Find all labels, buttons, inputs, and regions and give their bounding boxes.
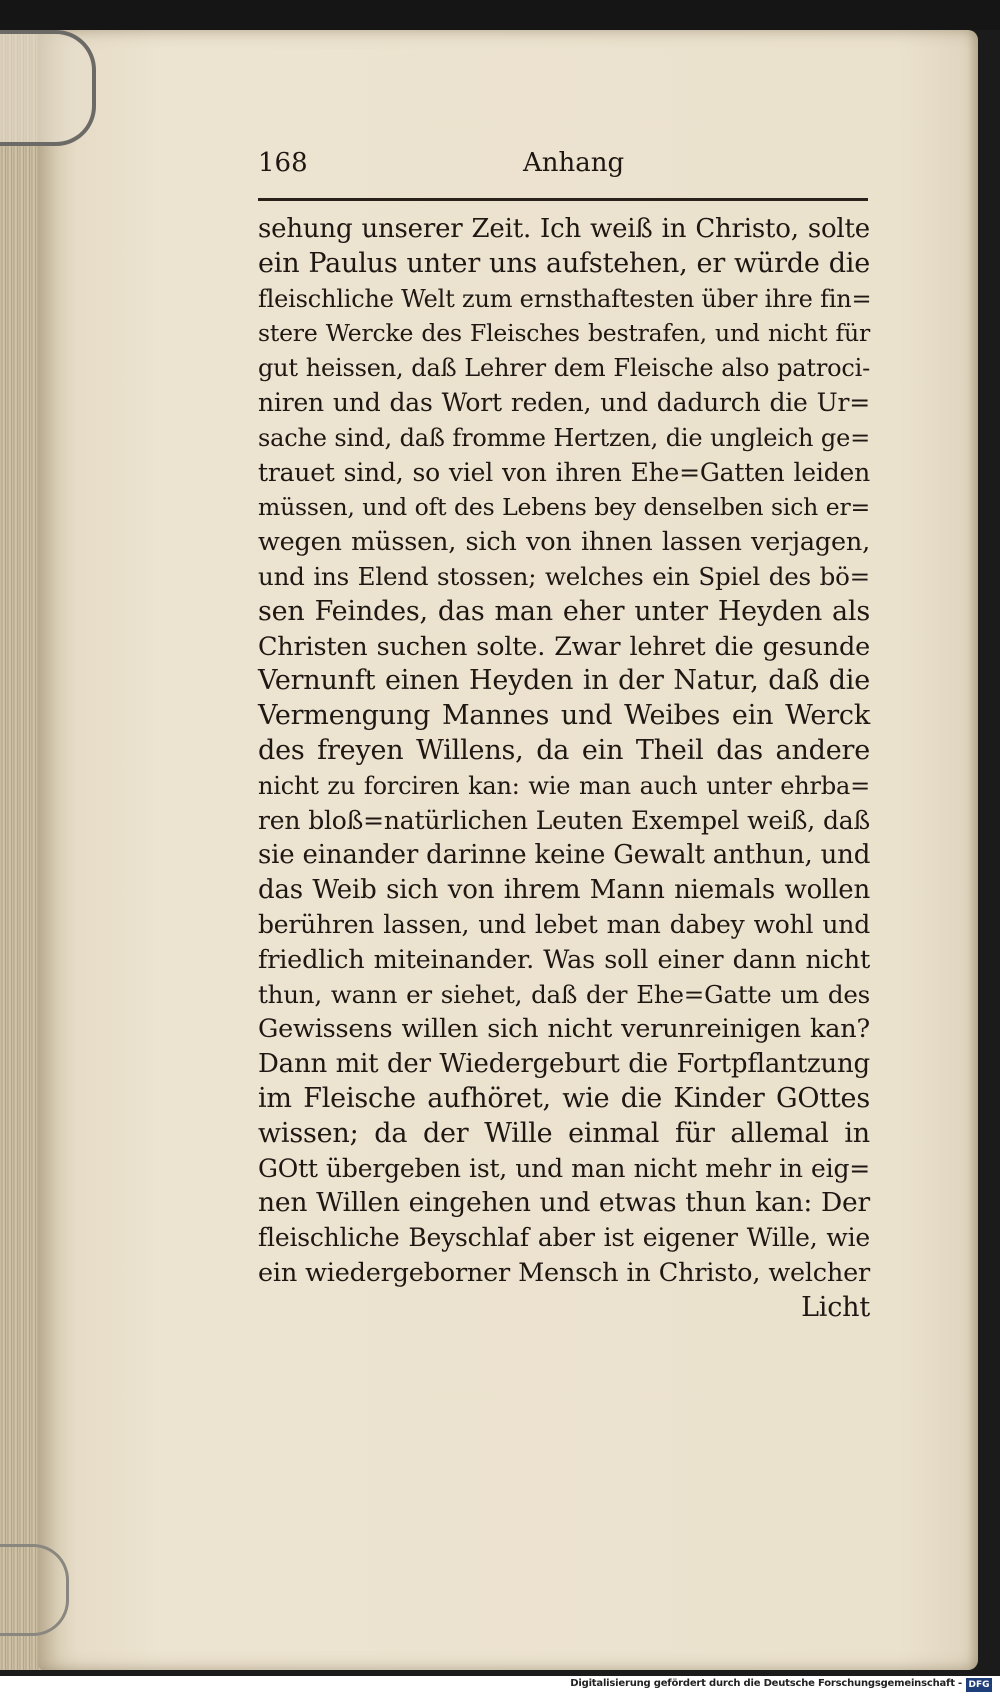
text-line: des freyen Willens, da ein Theil das andere bbox=[258, 734, 870, 766]
page-clip-bottom bbox=[0, 1544, 69, 1636]
text-line: fleischliche Welt zum ernsthaftesten über ihre fin= bbox=[258, 284, 872, 313]
text-line: thun, wann er siehet, daß der Ehe=Gatte um des bbox=[258, 979, 870, 1009]
text-line: nen Willen eingehen und etwas thun kan: Der bbox=[258, 1187, 870, 1219]
text-line: sache sind, daß fromme Hertzen, die ungleich ge= bbox=[258, 423, 870, 452]
text-line: GOtt übergeben ist, und man nicht mehr in eig= bbox=[258, 1153, 870, 1183]
text-line: stere Wercke des Fleisches bestrafen, und nicht für bbox=[258, 319, 870, 348]
catchword: Licht bbox=[801, 1291, 870, 1323]
text-line: sie einander darinne keine Gewalt anthun, und bbox=[258, 840, 871, 871]
text-line: niren und das Wort reden, und dadurch die Ur= bbox=[258, 387, 870, 417]
text-line: das Weib sich von ihrem Mann niemals wollen bbox=[258, 875, 870, 906]
text-line: fleischliche Beyschlaf aber ist eigener Wille, wie bbox=[258, 1223, 870, 1253]
funding-note: Digitalisierung gefördert durch die Deutsche Forschungsgemeinschaft - bbox=[570, 1678, 962, 1689]
text-line: im Fleische aufhöret, wie die Kinder GOttes bbox=[258, 1082, 870, 1114]
text-line: Christen suchen solte. Zwar lehret die gesunde bbox=[258, 631, 870, 662]
text-line: trauet sind, so viel von ihren Ehe=Gatten leiden bbox=[258, 457, 870, 487]
scan-top-strip bbox=[0, 0, 1000, 30]
text-line: berühren lassen, und lebet man dabey wohl und bbox=[258, 909, 870, 939]
text-line: müssen, und oft des Lebens bey denselben sich er= bbox=[258, 493, 870, 522]
body-text bbox=[258, 212, 870, 1326]
page-header bbox=[258, 148, 868, 182]
text-line: friedlich miteinander. Was soll einer dann nicht bbox=[258, 944, 870, 975]
text-line: sen Feindes, das man eher unter Heyden als bbox=[258, 595, 870, 627]
text-line: Vernunft einen Heyden in der Natur, daß die bbox=[258, 665, 870, 697]
text-line: nicht zu forciren kan: wie man auch unter ehrba= bbox=[258, 771, 870, 800]
text-line: wissen; da der Wille einmal für allemal in bbox=[258, 1117, 870, 1149]
text-line: ein wiedergeborner Mensch in Christo, welcher bbox=[258, 1257, 870, 1288]
text-line: Dann mit der Wiedergeburt die Fortpflantzung bbox=[258, 1049, 870, 1080]
text-line: wegen müssen, sich von ihnen lassen verjagen, bbox=[258, 527, 870, 558]
dfg-logo: DFG bbox=[966, 1678, 992, 1692]
page-clip-top bbox=[0, 30, 96, 146]
running-head: Anhang bbox=[523, 148, 625, 178]
header-rule bbox=[258, 198, 868, 201]
text-line: ein Paulus unter uns aufstehen, er würde die bbox=[258, 247, 870, 279]
text-line: sehung unserer Zeit. Ich weiß in Christo, solte bbox=[258, 214, 870, 244]
text-line: ren bloß=natürlichen Leuten Exempel weiß, daß bbox=[258, 805, 870, 835]
text-line: Gewissens willen sich nicht verunreinigen kan? bbox=[258, 1014, 870, 1045]
text-line: Vermengung Mannes und Weibes ein Werck bbox=[258, 700, 870, 732]
page-number: 168 bbox=[258, 148, 308, 178]
text-line: gut heissen, daß Lehrer dem Fleische also patroci- bbox=[258, 354, 870, 383]
text-line: und ins Elend stossen; welches ein Spiel des bö= bbox=[258, 561, 870, 591]
